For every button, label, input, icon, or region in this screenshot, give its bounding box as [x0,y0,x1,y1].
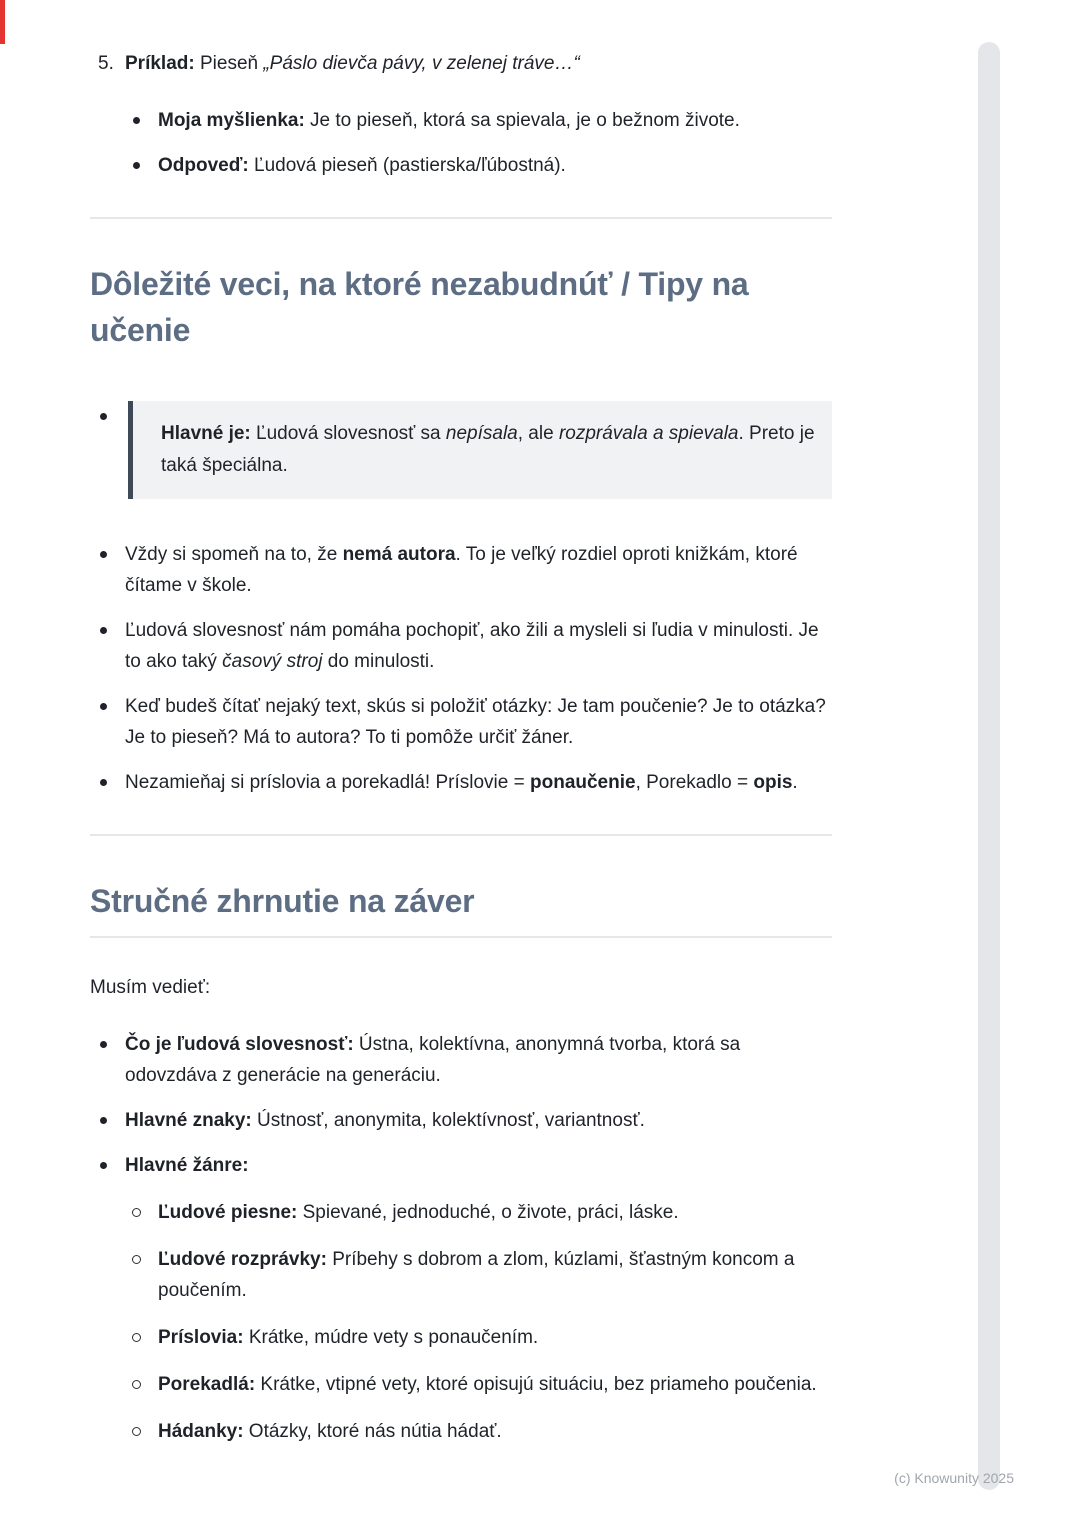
list-item [123,1197,832,1228]
list-item-text [158,155,566,176]
bold-text: Ľudové rozprávky: [158,1249,327,1270]
bold-text: Odpoveď: [158,155,249,176]
watermark: (c) Knowunity 2025 [894,1470,1014,1486]
tips-list [90,401,832,499]
plain-text: Pieseň [194,53,264,74]
list-item [90,1029,832,1091]
bold-text: Hlavné žánre: [125,1155,249,1176]
callout-quote [128,401,832,499]
plain-text: do minulosti. [322,651,435,672]
bold-text: Čo je ľudová slovesnosť: [125,1034,354,1055]
bold-text: Hádanky: [158,1421,244,1442]
plain-text: Keď budeš čítať nejaký text, skús si položiť otázky: Je tam poučenie? Je to otázka? Je to pieseň? Má to autora? To ti pomôže určiť žáner. [125,696,826,748]
list-number: 5. [98,53,114,74]
plain-text: Nezamieňaj si príslovia a porekadlá! Príslovie = [125,772,530,793]
list-item [123,150,832,181]
list-item [123,1416,832,1447]
bold-text: Moja myšlienka: [158,110,305,131]
plain-text: Ľudová slovesnosť nám pomáha pochopiť, ako žili a mysleli si ľudia v minulosti. Je to ako taký [125,620,819,672]
list-item [90,539,832,601]
bold-text: nemá autora [342,544,456,565]
plain-text: , ale [517,423,559,444]
bold-text: Porekadlá: [158,1374,256,1395]
bold-text: Ľudové piesne: [158,1202,298,1223]
list-item [90,1150,832,1181]
bold-text: Príklad: [125,53,195,74]
intro-text: Musím vedieť: [90,977,211,998]
plain-text: Je to pieseň, ktorá sa spievala, je o bežnom živote. [304,110,740,131]
example-bullet-list [123,105,832,181]
callout-list-item [90,401,832,499]
list-item-text [158,1249,794,1301]
callout-text [161,423,815,476]
list-item-text [158,1374,817,1395]
section-title-tips: Dôležité veci, na ktoré nezabudnúť / Tipy na učenie [90,266,749,348]
plain-text: Ľudová pieseň (pastierska/ľúbostná). [248,155,566,176]
plain-text: Krátke, vtipné vety, ktoré opisujú situáciu, bez priameho poučenia. [255,1374,817,1395]
plain-text: Ústna, kolektívna, anonymná tvorba, ktorá sa odovzdáva z generácie na generáciu. [125,1034,741,1086]
list-item [123,1369,832,1400]
bold-text: Hlavné je: [161,423,251,444]
list-item-text [158,1327,538,1348]
italic-text: „Páslo dievča pávy, v zelenej tráve…“ [263,53,580,74]
bold-text: opis [753,772,793,793]
list-item [123,1322,832,1353]
divider [90,217,832,219]
list-item [123,1244,832,1306]
scrollbar[interactable] [978,42,1000,1490]
list-item [90,767,832,798]
left-edge-marker [0,0,5,44]
list-item-text [158,110,740,131]
list-item-text [125,544,798,596]
summary-bullet-list [90,1029,832,1181]
plain-text: . To je veľký rozdiel oproti knižkám, ktoré čítame v škole. [125,544,798,596]
bold-text: Hlavné znaky: [125,1110,252,1131]
section-title-summary: Stručné zhrnutie na záver [90,883,475,919]
list-item [123,105,832,136]
italic-text: rozprávala a spievala [558,423,739,444]
divider [90,834,832,836]
list-item [90,615,832,677]
list-item-text [125,1110,645,1131]
heading-divider [90,936,832,938]
document-content [90,48,832,1463]
list-item-text [125,1034,740,1086]
plain-text: Ľudová slovesnosť sa [250,423,446,444]
list-item-text [158,1202,679,1223]
italic-text: nepísala [445,423,518,444]
plain-text: , Porekadlo = [635,772,754,793]
plain-text: . [792,772,798,793]
plain-text: Krátke, múdre vety s ponaučením. [243,1327,539,1348]
bold-text: Príslovia: [158,1327,244,1348]
list-item [90,1105,832,1136]
list-item-text [125,772,798,793]
italic-text: časový stroj [222,651,323,672]
list-item-text [158,1421,502,1442]
example-text [125,53,580,74]
tips-bullet-list [90,539,832,798]
plain-text: Príbehy s dobrom a zlom, kúzlami, šťastným koncom a poučením. [158,1249,795,1301]
genres-sub-list [123,1197,832,1447]
numbered-list-item [90,48,832,79]
list-item-text [125,696,826,748]
plain-text: Ústnosť, anonymita, kolektívnosť, variantnosť. [251,1110,645,1131]
list-item [90,691,832,753]
plain-text: . Preto je taká špeciálna. [161,423,815,476]
plain-text: Vždy si spomeň na to, že [125,544,343,565]
plain-text: Spievané, jednoduché, o živote, práci, láske. [297,1202,679,1223]
bold-text: ponaučenie [530,772,636,793]
plain-text: Otázky, ktoré nás nútia hádať. [243,1421,502,1442]
list-item-text [125,620,819,672]
list-item-text [125,1155,249,1176]
